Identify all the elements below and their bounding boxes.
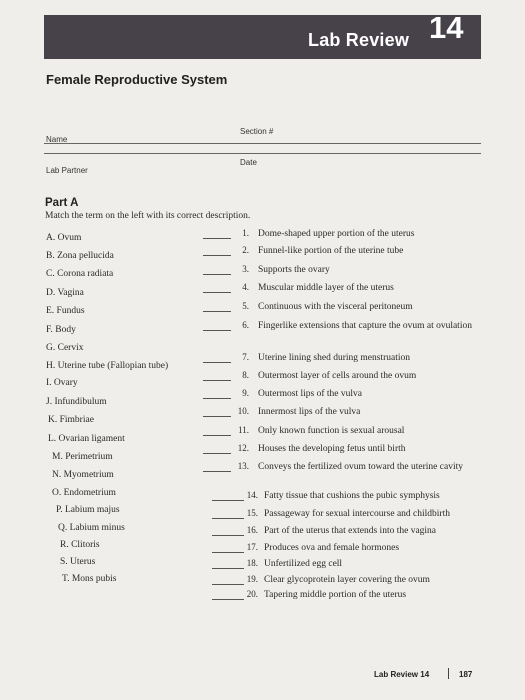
term-item: Q. Labium minus [58, 523, 125, 533]
item-number: 18. [246, 558, 258, 568]
answer-blank[interactable] [203, 292, 231, 293]
header-banner [44, 15, 481, 59]
page-number: 187 [459, 670, 473, 679]
item-description: Houses the developing fetus until birth [258, 444, 406, 454]
term-item: I. Ovary [46, 378, 78, 388]
item-number: 10. [237, 406, 249, 416]
name-label: Name [46, 135, 68, 144]
page-subtitle: Female Reproductive System [46, 72, 228, 87]
answer-blank[interactable] [203, 380, 231, 381]
answer-blank[interactable] [203, 398, 231, 399]
item-number: 6. [242, 320, 249, 330]
item-description: Produces ova and female hormones [264, 543, 400, 553]
footer-label: Lab Review 14 [374, 670, 430, 679]
answer-blank[interactable] [212, 518, 244, 519]
answer-blank[interactable] [212, 552, 244, 553]
term-item: N. Myometrium [52, 470, 114, 480]
footer-divider [448, 668, 449, 679]
item-description: Outermost layer of cells around the ovum [258, 371, 417, 381]
term-item: H. Uterine tube (Fallopian tube) [46, 361, 169, 371]
item-description: Innermost lips of the vulva [258, 407, 361, 417]
term-item: C. Corona radiata [46, 269, 114, 279]
term-item: P. Labium majus [56, 505, 120, 515]
item-description: Uterine lining shed during menstruation [258, 353, 410, 363]
answer-blank[interactable] [203, 311, 231, 312]
term-item: K. Fimbriae [48, 415, 94, 425]
answer-blank[interactable] [212, 568, 244, 569]
answer-blank[interactable] [212, 500, 244, 501]
item-number: 4. [242, 282, 249, 292]
item-description: Dome-shaped upper portion of the uterus [258, 229, 415, 239]
term-item: T. Mons pubis [62, 574, 117, 584]
date-label: Date [240, 158, 257, 167]
item-description: Unfertilized egg cell [264, 559, 343, 569]
item-description: Fingerlike extensions that capture the ovum at ovulation [258, 321, 472, 331]
answer-blank[interactable] [203, 330, 231, 331]
term-item: G. Cervix [46, 343, 84, 353]
item-description: Tapering middle portion of the uterus [264, 590, 407, 600]
answer-blank[interactable] [203, 274, 231, 275]
item-number: 9. [242, 388, 249, 398]
page-title: Lab Review [308, 30, 410, 50]
answer-blank[interactable] [212, 599, 244, 600]
answer-blank[interactable] [212, 535, 244, 536]
term-item: D. Vagina [46, 288, 84, 298]
partner-line[interactable] [44, 153, 481, 154]
answer-blank[interactable] [203, 362, 231, 363]
term-item: M. Perimetrium [52, 452, 113, 462]
item-description: Funnel-like portion of the uterine tube [258, 246, 404, 256]
item-description: Clear glycoprotein layer covering the ovum [264, 575, 430, 585]
item-number: 11. [238, 425, 249, 435]
term-item: B. Zona pellucida [46, 251, 114, 261]
item-number: 14. [246, 490, 258, 500]
item-number: 13. [237, 461, 249, 471]
item-description: Muscular middle layer of the uterus [258, 283, 394, 293]
answer-blank[interactable] [203, 435, 231, 436]
term-item: S. Uterus [60, 557, 96, 567]
term-item: A. Ovum [46, 233, 82, 243]
item-description: Supports the ovary [258, 265, 330, 275]
answer-blank[interactable] [203, 453, 231, 454]
item-number: 16. [246, 525, 258, 535]
term-item: E. Fundus [46, 306, 85, 316]
item-description: Only known function is sexual arousal [258, 426, 405, 436]
item-description: Continuous with the visceral peritoneum [258, 302, 413, 312]
item-number: 8. [242, 370, 249, 380]
part-heading: Part A [45, 197, 79, 209]
term-item: F. Body [46, 325, 76, 335]
item-description: Fatty tissue that cushions the pubic symphysis [264, 491, 440, 501]
item-description: Part of the uterus that extends into the vagina [264, 526, 437, 536]
item-number: 5. [242, 301, 249, 311]
item-description: Passageway for sexual intercourse and childbirth [264, 509, 450, 519]
term-item: L. Ovarian ligament [48, 434, 125, 444]
term-item: J. Infundibulum [46, 397, 107, 407]
answer-blank[interactable] [203, 416, 231, 417]
item-number: 12. [237, 443, 249, 453]
name-line[interactable] [44, 143, 481, 144]
item-number: 17. [246, 542, 258, 552]
item-number: 7. [242, 352, 249, 362]
answer-blank[interactable] [212, 584, 244, 585]
lab-number: 14 [429, 10, 464, 45]
answer-blank[interactable] [203, 255, 231, 256]
item-number: 15. [246, 508, 258, 518]
term-item: R. Clitoris [60, 540, 100, 550]
section-label: Section # [240, 127, 274, 136]
answer-blank[interactable] [203, 471, 231, 472]
instructions: Match the term on the left with its correct description. [45, 211, 251, 221]
item-number: 3. [242, 264, 249, 274]
item-number: 1. [242, 228, 249, 238]
item-number: 19. [246, 574, 258, 584]
item-description: Outermost lips of the vulva [258, 389, 362, 399]
term-item: O. Endometrium [52, 488, 116, 498]
partner-label: Lab Partner [46, 166, 88, 175]
item-number: 20. [246, 589, 258, 599]
answer-blank[interactable] [203, 238, 231, 239]
item-number: 2. [242, 245, 249, 255]
item-description: Conveys the fertilized ovum toward the uterine cavity [258, 462, 463, 472]
